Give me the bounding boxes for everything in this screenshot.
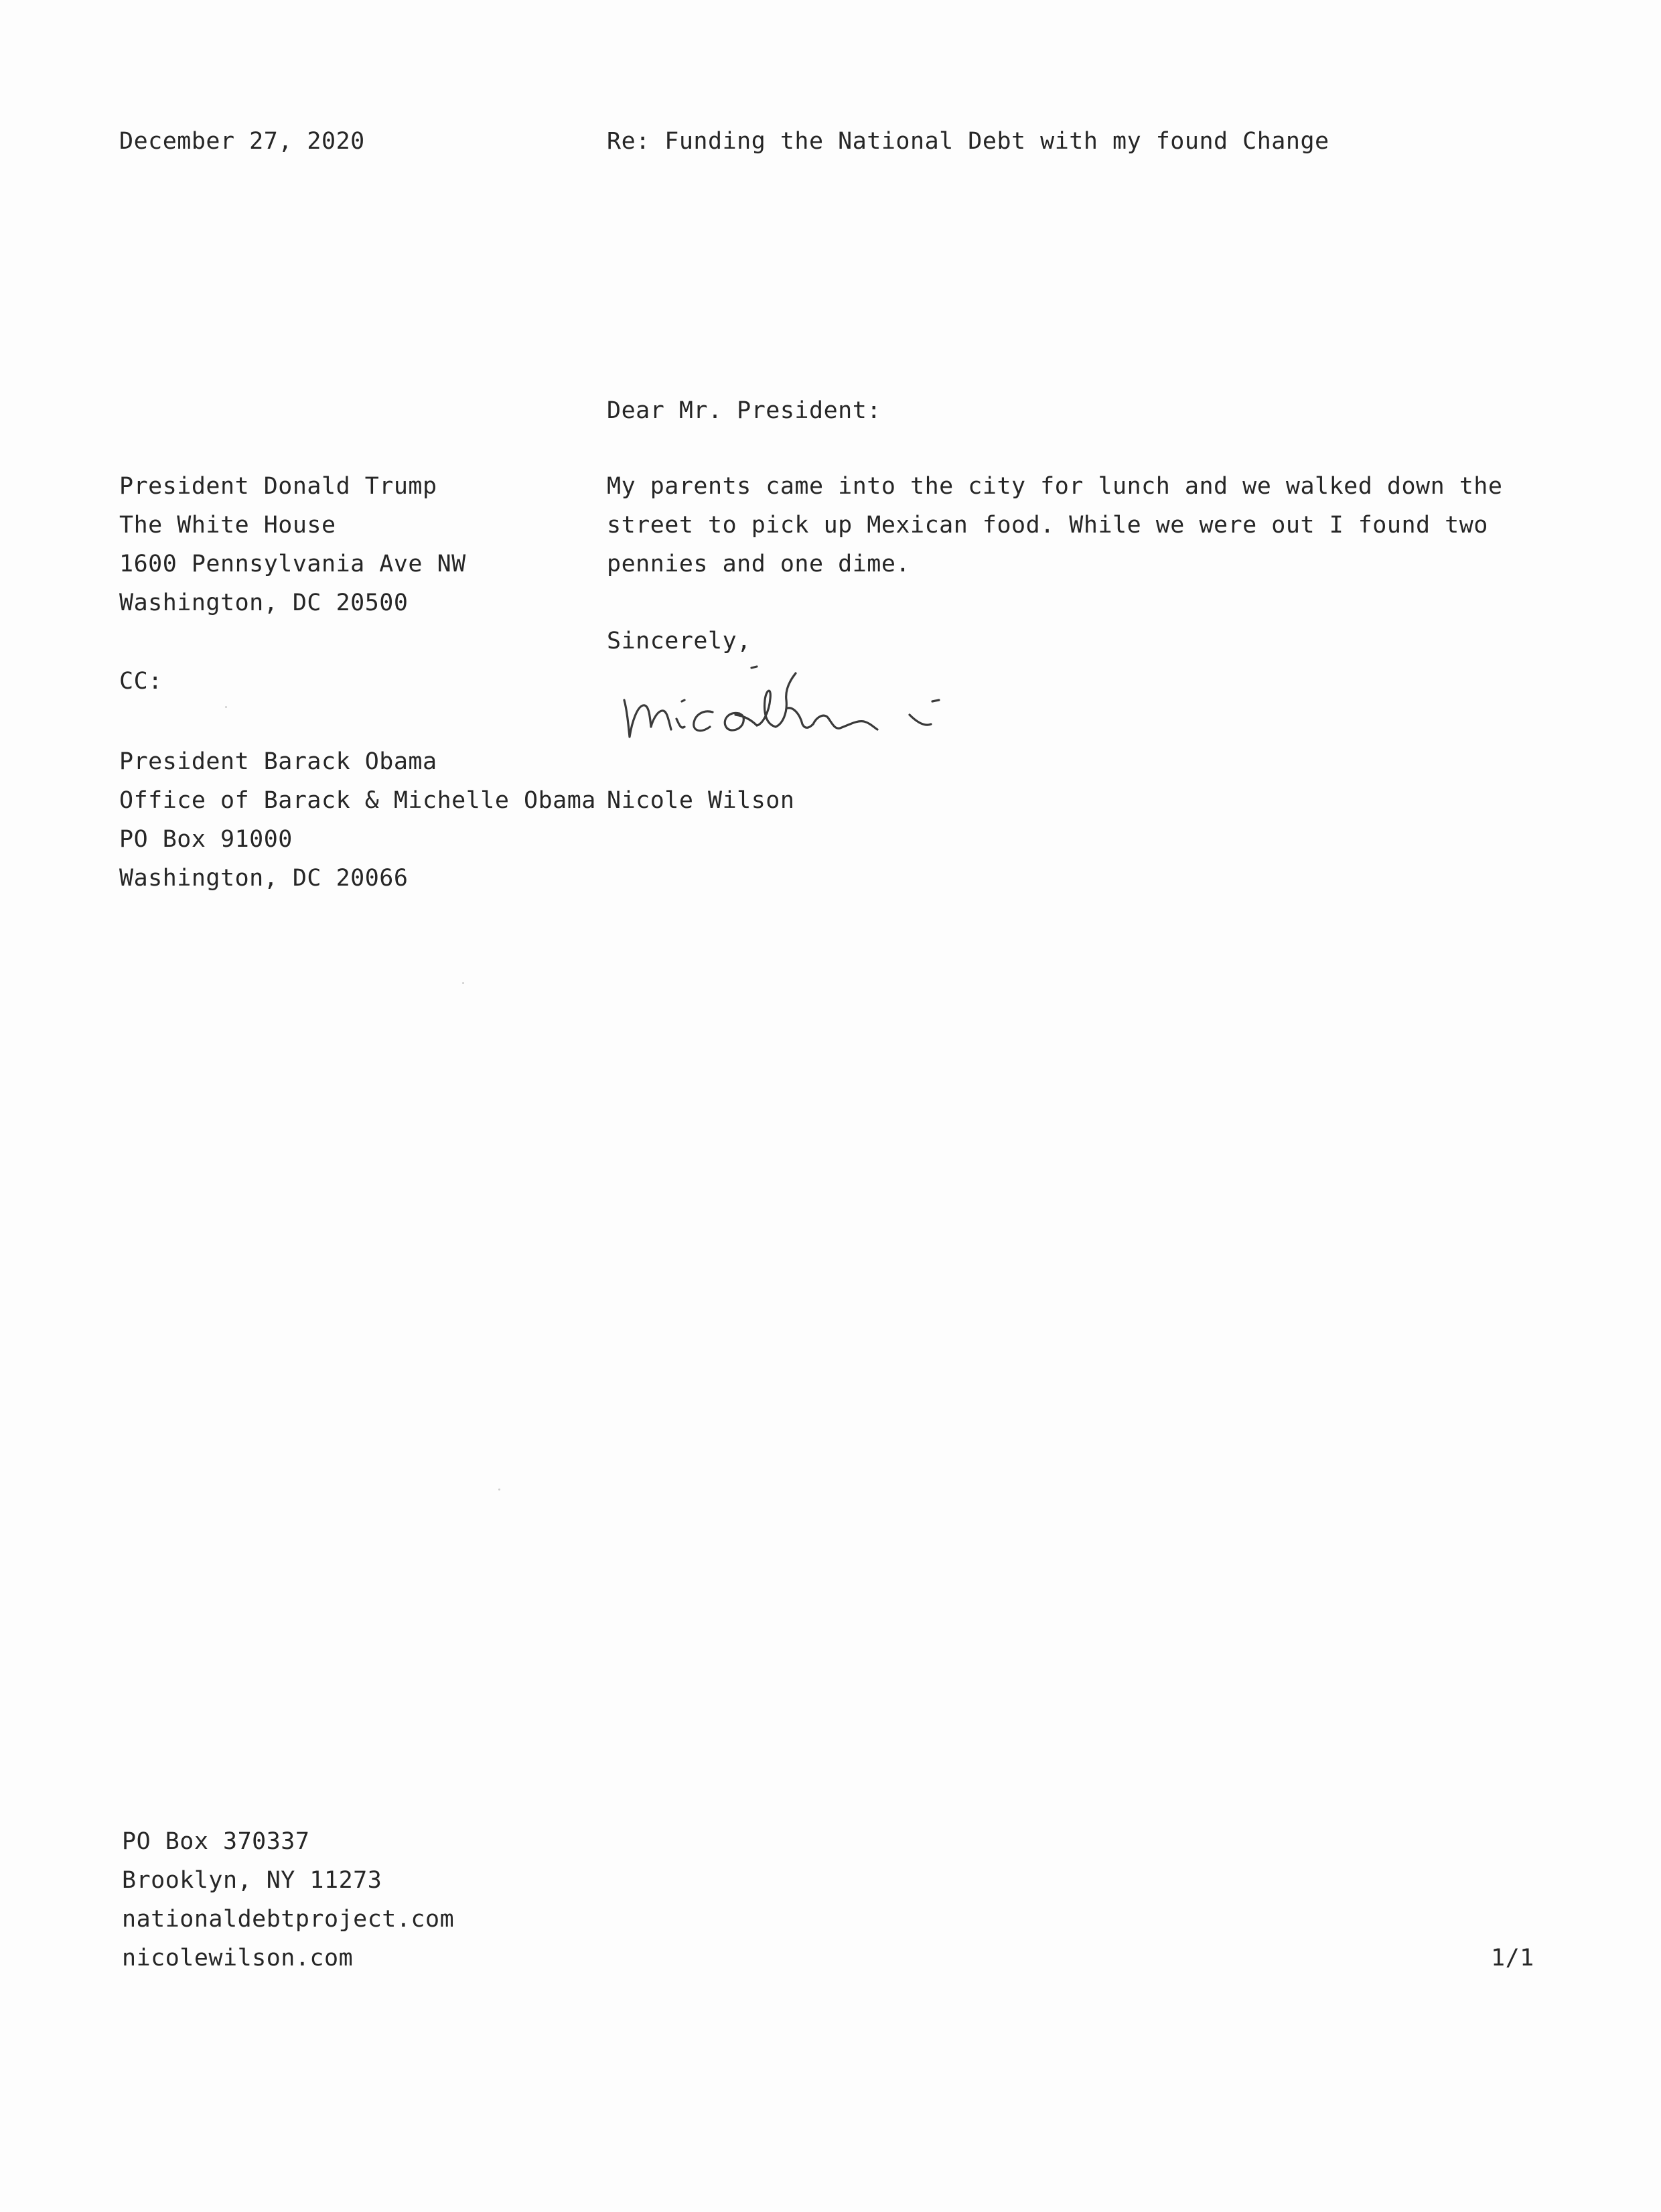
body-line: street to pick up Mexican food. While we were out I found two <box>607 512 1488 539</box>
salutation: Dear Mr. President: <box>607 397 881 424</box>
footer-po-box: PO Box 370337 <box>122 1828 310 1855</box>
recipient-organization: The White House <box>119 512 336 539</box>
handwritten-signature <box>615 660 963 754</box>
scan-speck <box>498 1489 500 1491</box>
footer-city: Brooklyn, NY 11273 <box>122 1867 382 1894</box>
cc-organization: Office of Barack & Michelle Obama <box>119 787 596 814</box>
cc-label: CC: <box>119 668 163 695</box>
body-line: pennies and one dime. <box>607 551 911 577</box>
recipient-address <box>119 467 466 622</box>
body-line: My parents came into the city for lunch and we walked down the <box>607 473 1503 500</box>
cc-address <box>119 742 596 898</box>
page-number: 1/1 <box>1491 1945 1534 1972</box>
recipient-city: Washington, DC 20500 <box>119 590 409 616</box>
cc-po-box: PO Box 91000 <box>119 826 293 853</box>
scan-speck <box>225 706 227 708</box>
scan-speck <box>462 982 464 984</box>
cc-city: Washington, DC 20066 <box>119 865 409 892</box>
closing: Sincerely, <box>607 628 751 654</box>
letter-date: December 27, 2020 <box>119 128 365 155</box>
letter-body <box>607 467 1502 583</box>
signed-name: Nicole Wilson <box>607 787 795 814</box>
recipient-name: President Donald Trump <box>119 473 437 500</box>
footer-website-personal: nicolewilson.com <box>122 1945 354 1972</box>
footer-website-project: nationaldebtproject.com <box>122 1906 455 1933</box>
letter-subject: Re: Funding the National Debt with my found Change <box>607 128 1329 155</box>
cc-name: President Barack Obama <box>119 748 437 775</box>
recipient-street: 1600 Pennsylvania Ave NW <box>119 551 466 577</box>
footer-address <box>122 1822 454 1978</box>
